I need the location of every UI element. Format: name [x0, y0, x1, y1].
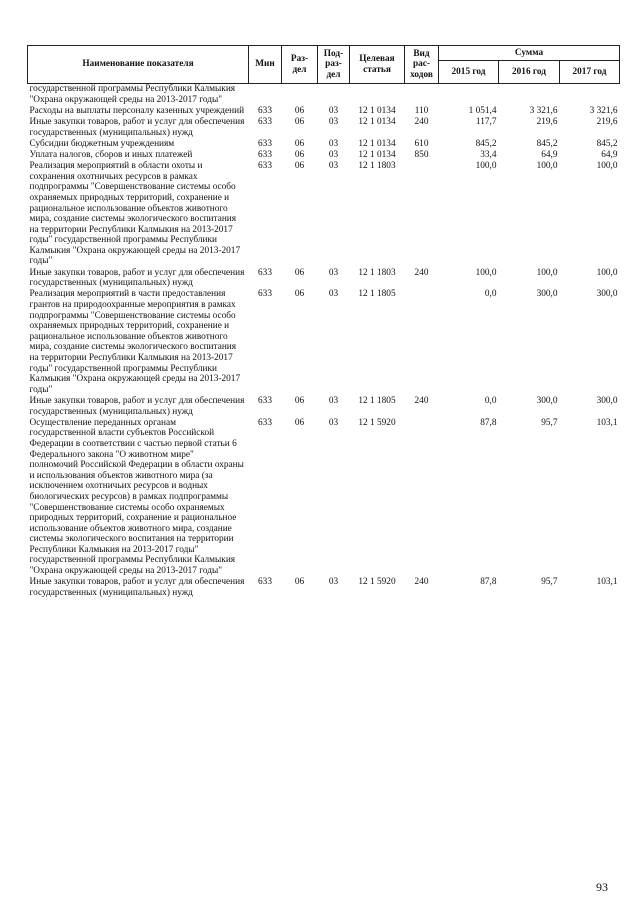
cell-min: 633 [258, 105, 272, 116]
table-row [28, 150, 620, 161]
cell-2017: 100,0 [596, 161, 618, 172]
cell-2016: 300,0 [536, 289, 558, 300]
header-2015: 2015 год [439, 61, 499, 84]
cell-podrazdel: 03 [328, 267, 339, 278]
cell-vid [405, 418, 439, 578]
cell-vid: 110 [414, 105, 429, 116]
cell-name: Расходы на выплаты персоналу казенных учреждений [29, 105, 245, 116]
cell-2017 [560, 84, 620, 106]
cell-statya: 12 1 0134 [358, 105, 396, 116]
cell-min: 633 [258, 417, 272, 428]
cell-podrazdel: 03 [328, 577, 339, 588]
cell-statya: 12 1 0134 [358, 116, 396, 127]
cell-razdel: 06 [294, 105, 305, 116]
cell-podrazdel: 03 [328, 417, 339, 428]
cell-2016: 100,0 [536, 267, 558, 278]
cell-2015 [439, 84, 499, 106]
cell-min: 633 [258, 116, 272, 127]
header-2017: 2017 год [560, 61, 620, 84]
cell-razdel: 06 [294, 161, 305, 172]
cell-2017: 3 321,6 [589, 105, 618, 116]
cell-vid [405, 289, 439, 396]
cell-min: 633 [258, 149, 272, 160]
cell-razdel: 06 [294, 289, 305, 300]
cell-2017: 103,1 [596, 417, 618, 428]
table-row [28, 84, 620, 106]
header-razdel: Раз- дел [282, 46, 318, 84]
cell-min [249, 84, 282, 106]
cell-name: Иные закупки товаров, работ и услуг для обеспечения государственных (муниципальных) нужд [29, 116, 245, 138]
header-podrazdel: Под- раз- дел [318, 46, 350, 84]
table-row [28, 139, 620, 150]
cell-2016: 300,0 [536, 395, 558, 406]
table-row [28, 268, 620, 290]
cell-statya: 12 1 0134 [358, 149, 396, 160]
cell-podrazdel: 03 [328, 138, 339, 149]
cell-vid: 240 [414, 395, 429, 406]
cell-vid: 610 [414, 138, 429, 149]
cell-2015: 0,0 [484, 289, 497, 300]
cell-razdel: 06 [294, 149, 305, 160]
header-summa: Сумма [439, 46, 620, 61]
cell-2016: 95,7 [541, 417, 558, 428]
cell-vid [405, 84, 439, 106]
cell-vid: 850 [414, 149, 429, 160]
table-header [28, 46, 620, 84]
table-body [28, 84, 620, 600]
cell-name: Уплата налогов, сборов и иных платежей [29, 149, 193, 160]
header-vid: Вид рас- ходов [405, 46, 439, 84]
cell-razdel: 06 [294, 577, 305, 588]
cell-2015: 87,8 [480, 577, 497, 588]
cell-name: Иные закупки товаров, работ и услуг для обеспечения государственных (муниципальных) нужд [29, 395, 245, 417]
header-statya: Целевая статья [350, 46, 405, 84]
cell-podrazdel: 03 [328, 105, 339, 116]
budget-table [27, 45, 620, 599]
cell-2017: 300,0 [596, 289, 618, 300]
cell-2015: 845,2 [475, 138, 497, 149]
page-number: 93 [596, 880, 608, 894]
cell-statya: 12 1 1803 [358, 267, 396, 278]
cell-name: государственной программы Республики Калмыкия "Охрана окружающей среды на 2013-2017 годы" [29, 84, 236, 105]
table-row [28, 161, 620, 268]
cell-min: 633 [258, 395, 272, 406]
cell-2017: 64,9 [601, 149, 618, 160]
cell-statya: 12 1 1805 [358, 395, 396, 406]
cell-2016: 3 321,6 [529, 105, 558, 116]
cell-vid: 240 [414, 267, 429, 278]
table-row [28, 289, 620, 396]
cell-vid: 240 [414, 116, 429, 127]
cell-podrazdel: 03 [328, 289, 339, 300]
header-name: Наименование показателя [28, 46, 249, 84]
cell-name: Реализация мероприятий в области охоты и сохранения охотничьих ресурсов в рамках подпрограммы "Совершенствование системы особо охраняемых природных территорий, сохранение и рациональное использование объектов животного мира, создание системы экологического воспитания на территории Республики Калмыкия на 2013-2017 годы" государственной программы Республики Калмыкия "Охрана окружающей среды на 2013-2017 годы" [29, 161, 241, 267]
cell-razdel: 06 [294, 417, 305, 428]
cell-2016: 845,2 [536, 138, 558, 149]
cell-podrazdel: 03 [328, 116, 339, 127]
table-row [28, 117, 620, 139]
cell-razdel: 06 [294, 267, 305, 278]
cell-name: Иные закупки товаров, работ и услуг для обеспечения государственных (муниципальных) нужд [29, 267, 245, 289]
cell-min: 633 [258, 161, 272, 172]
cell-min: 633 [258, 267, 272, 278]
cell-statya [350, 84, 405, 106]
cell-2015: 0,0 [484, 395, 497, 406]
cell-2015: 100,0 [475, 267, 497, 278]
table-row [28, 418, 620, 578]
cell-2017: 103,1 [596, 577, 618, 588]
cell-min: 633 [258, 138, 272, 149]
cell-statya: 12 1 5920 [358, 577, 396, 588]
cell-statya: 12 1 1805 [358, 289, 396, 300]
cell-razdel: 06 [294, 138, 305, 149]
cell-2017: 100,0 [596, 267, 618, 278]
cell-razdel: 06 [294, 395, 305, 406]
header-min: Мин [249, 46, 282, 84]
cell-2017: 300,0 [596, 395, 618, 406]
cell-2016: 219,6 [536, 116, 558, 127]
cell-min: 633 [258, 289, 272, 300]
cell-2015: 100,0 [475, 161, 497, 172]
cell-name: Реализация мероприятий в части предоставления грантов на природоохранные мероприятия в рамках подпрограммы "Совершенствование системы особо охраняемых природных территорий, сохранение и рациональное использование объектов животного мира, создание системы экологического воспитания на территории Республики Калмыкия на 2013-2017 годы" государственной программы Республики Калмыкия "Охрана окружающей среды на 2013-2017 годы" [29, 289, 241, 395]
cell-2017: 845,2 [596, 138, 618, 149]
table-row [28, 396, 620, 418]
cell-name: Иные закупки товаров, работ и услуг для обеспечения государственных (муниципальных) нужд [29, 577, 245, 598]
cell-podrazdel [318, 84, 350, 106]
table-row [28, 577, 620, 599]
cell-2016: 100,0 [536, 161, 558, 172]
cell-razdel [282, 84, 318, 106]
cell-statya: 12 1 5920 [358, 417, 396, 428]
cell-podrazdel: 03 [328, 161, 339, 172]
cell-2015: 33,4 [480, 149, 497, 160]
table-row [28, 106, 620, 117]
cell-2015: 87,8 [480, 417, 497, 428]
cell-name: Осуществление переданных органам государственной власти субъектов Российской Федерации в соответствии с частью первой статьи 6 Федерального закона "О животном мире" полномочий Российской Федерации в области охраны и использования объектов животного мира (за исключением охотничьих ресурсов и водных биологических ресурсов) в рамках подпрограммы "Совершенствование системы особо охраняемых природных территорий, сохранение и рациональное использование объектов животного мира, создание системы экологического воспитания на территории Республики Калмыкия на 2013-2017 годы" государственной программы Республики Калмыкия "Охрана окружающей среды на 2013-2017 годы" [29, 417, 244, 577]
cell-2015: 1 051,4 [468, 105, 497, 116]
cell-podrazdel: 03 [328, 149, 339, 160]
cell-2016 [499, 84, 560, 106]
cell-2016: 95,7 [541, 577, 558, 588]
header-2016: 2016 год [499, 61, 560, 84]
cell-statya: 12 1 1803 [358, 161, 396, 172]
cell-2017: 219,6 [596, 116, 618, 127]
cell-podrazdel: 03 [328, 395, 339, 406]
cell-2016: 64,9 [541, 149, 558, 160]
cell-vid [405, 161, 439, 268]
cell-name: Субсидии бюджетным учреждениям [29, 138, 175, 149]
cell-2015: 117,7 [475, 116, 497, 127]
cell-vid: 240 [414, 577, 429, 588]
cell-min: 633 [258, 577, 272, 588]
cell-razdel: 06 [294, 116, 305, 127]
cell-statya: 12 1 0134 [358, 138, 396, 149]
